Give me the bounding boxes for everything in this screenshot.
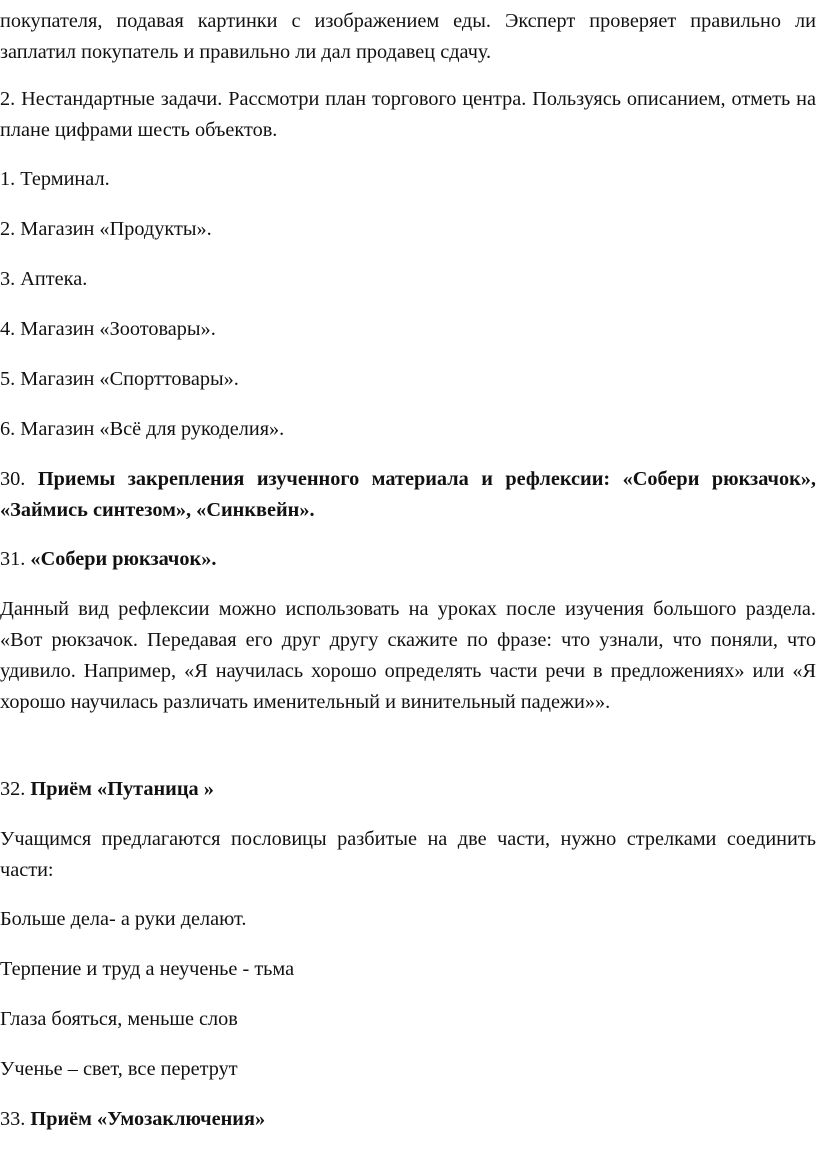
list-item-products: 2. Магазин «Продукты». bbox=[0, 218, 212, 240]
section-30-heading bbox=[0, 464, 816, 526]
section-31-title: «Собери рюкзачок». bbox=[30, 548, 217, 570]
proverb-line-3: Глаза бояться, меньше слов bbox=[0, 1008, 238, 1030]
paragraph-task-2: 2. Нестандартные задачи. Рассмотри план торгового центра. Пользуясь описанием, отметь на плане цифрами шесть объектов. bbox=[0, 88, 816, 141]
section-30-title: Приемы закрепления изученного материала и рефлексии: «Собери рюкзачок», «Займись синтезом», «Синквейн». bbox=[0, 468, 816, 521]
section-31-number: 31. bbox=[0, 548, 31, 570]
section-32-heading bbox=[0, 774, 816, 805]
section-31-body: Данный вид рефлексии можно использовать на уроках после изучения большого раздела. «Вот рюкзачок. Передавая его друг другу скажите по фразе: что узнали, что поняли, что удивило. Например, «Я научилась хорошо определять части речи в предложениях» или «Я хорошо научилась различать именительный и винительный падежи»». bbox=[0, 598, 816, 713]
section-33-title: Приём «Умозаключения» bbox=[30, 1108, 266, 1130]
section-31-heading bbox=[0, 544, 816, 575]
section-32-title: Приём «Путаница » bbox=[30, 778, 214, 800]
list-item-craft-store: 6. Магазин «Всё для рукоделия». bbox=[0, 418, 285, 440]
list-item-pet-store: 4. Магазин «Зоотовары». bbox=[0, 318, 216, 340]
list-item-terminal: 1. Терминал. bbox=[0, 168, 110, 190]
proverb-line-2: Терпение и труд а неученье - тьма bbox=[0, 958, 295, 980]
section-30-number: 30. bbox=[0, 468, 38, 490]
proverb-line-1: Больше дела- а руки делают. bbox=[0, 908, 247, 930]
section-33-heading bbox=[0, 1104, 816, 1135]
section-32-body: Учащимся предлагаются пословицы разбитые на две части, нужно стрелками соединить части: bbox=[0, 828, 816, 881]
list-item-sports-store: 5. Магазин «Спорттовары». bbox=[0, 368, 239, 390]
section-33-number: 33. bbox=[0, 1108, 31, 1130]
paragraph-intro-continued: покупателя, подавая картинки с изображением еды. Эксперт проверяет правильно ли заплатил покупатель и правильно ли дал продавец сдачу. bbox=[0, 10, 816, 63]
section-32-number: 32. bbox=[0, 778, 31, 800]
proverb-line-4: Ученье – свет, все перетрут bbox=[0, 1058, 238, 1080]
list-item-pharmacy: 3. Аптека. bbox=[0, 268, 88, 290]
